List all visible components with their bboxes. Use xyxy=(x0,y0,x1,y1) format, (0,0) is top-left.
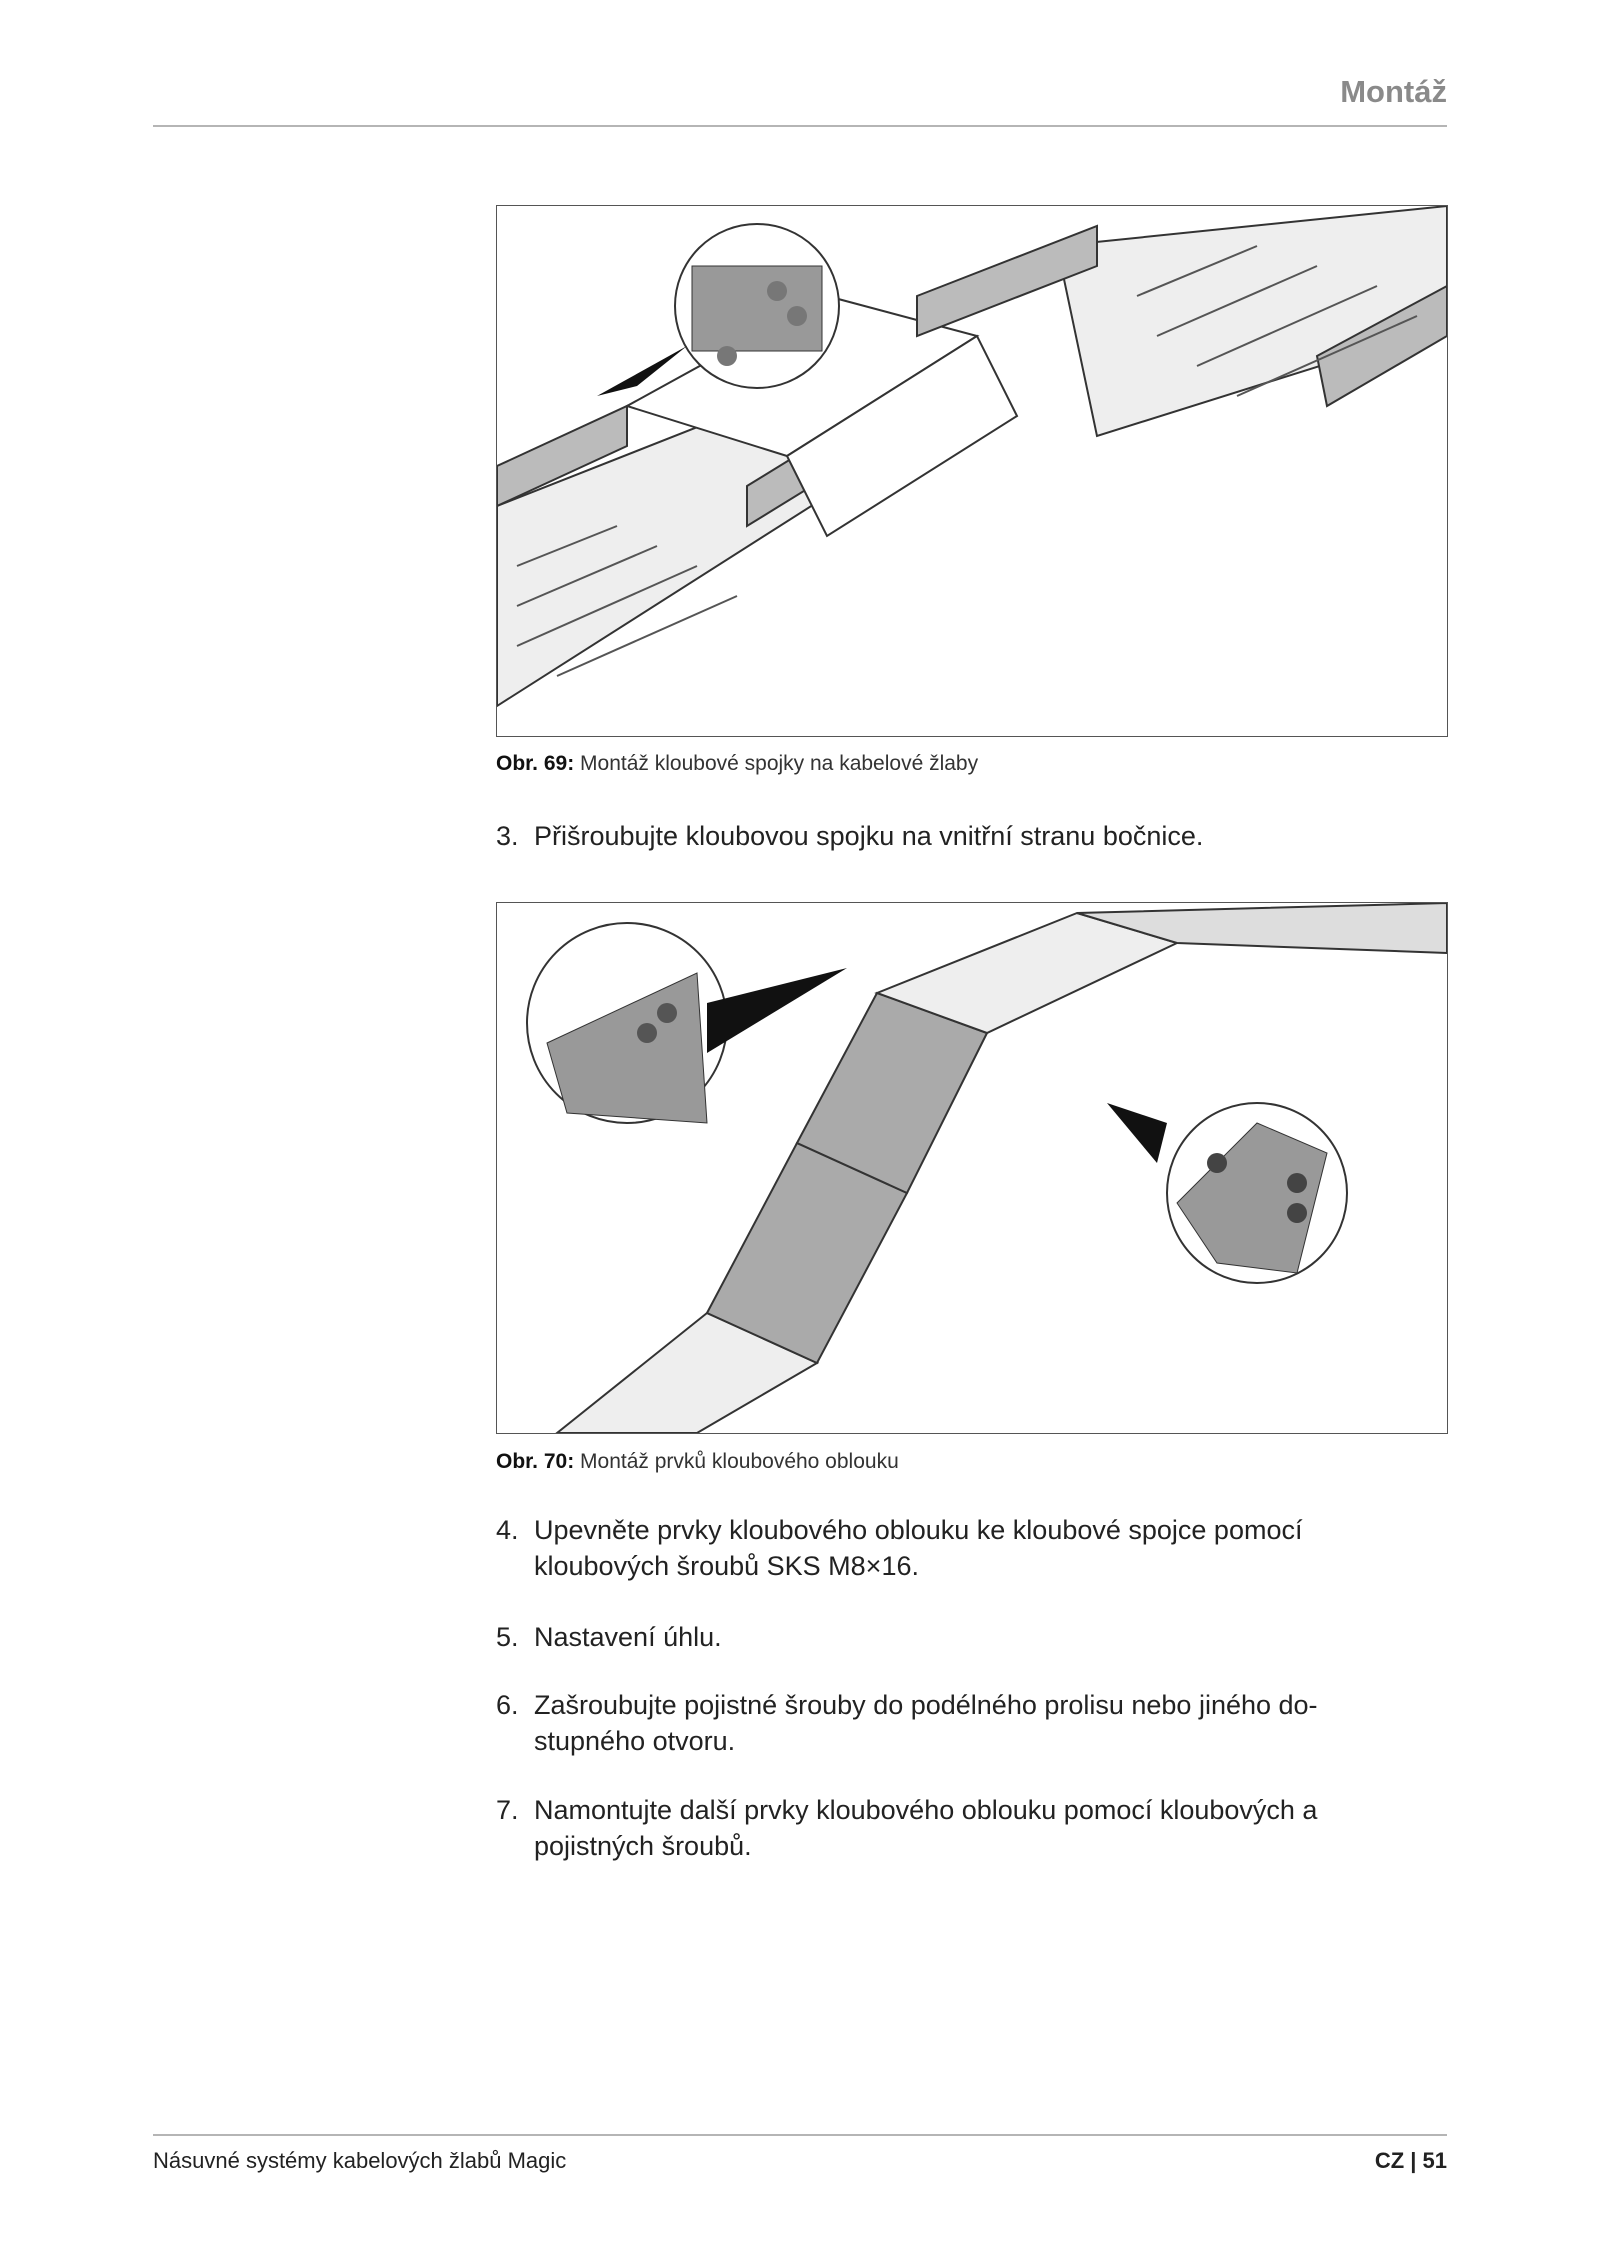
page-number: CZ | 51 xyxy=(1374,2148,1447,2173)
step-7 xyxy=(496,1792,1416,1864)
cable-tray-joint-illustration xyxy=(497,206,1447,736)
header-divider xyxy=(153,125,1447,127)
step-6 xyxy=(496,1687,1416,1759)
step-number: 4. xyxy=(496,1515,519,1545)
figure-caption-text: Montáž prvků kloubového oblouku xyxy=(580,1450,899,1473)
figure-label: Obr. 70: xyxy=(496,1450,575,1473)
step-number: 3. xyxy=(496,821,519,851)
step-text: Namontujte další prvky kloubového oblouku pomocí kloubových a pojistných šroubů. xyxy=(534,1795,1318,1861)
step-5 xyxy=(496,1619,1416,1655)
figure-caption-text: Montáž kloubové spojky na kabelové žlaby xyxy=(580,752,979,775)
step-number: 6. xyxy=(496,1690,519,1720)
figure-70-caption xyxy=(496,1450,899,1474)
figure-label: Obr. 69: xyxy=(496,752,575,775)
step-3 xyxy=(496,818,1416,854)
step-4 xyxy=(496,1512,1416,1584)
step-text: Zašroubujte pojistné šrouby do podélného prolisu nebo jiného do-stupného otvoru. xyxy=(534,1690,1318,1756)
footer-title: Násuvné systémy kabelových žlabů Magic xyxy=(153,2148,567,2173)
footer-divider xyxy=(153,2134,1447,2136)
step-text: Upevněte prvky kloubového oblouku ke kloubové spojce pomocí kloubových šroubů SKS M8×16. xyxy=(534,1515,1303,1581)
figure-69-illustration xyxy=(496,205,1448,737)
step-number: 5. xyxy=(496,1622,519,1652)
figure-70-illustration xyxy=(496,902,1448,1434)
step-text: Nastavení úhlu. xyxy=(534,1622,722,1652)
section-title: Montáž xyxy=(1340,74,1447,109)
step-number: 7. xyxy=(496,1795,519,1825)
step-text: Přišroubujte kloubovou spojku na vnitřní stranu bočnice. xyxy=(534,821,1204,851)
articulated-bend-illustration xyxy=(497,903,1447,1433)
figure-69-caption xyxy=(496,752,978,776)
